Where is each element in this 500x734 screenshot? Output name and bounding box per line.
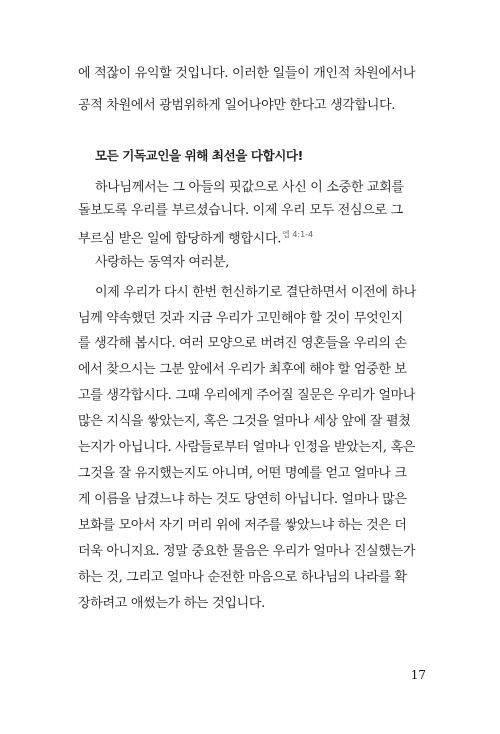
section-line-1: 하나님께서는 그 아들의 핏값으로 사신 이 소중한 교회를 [95, 180, 404, 195]
greeting: 사랑하는 동역자 여러분, [95, 255, 230, 270]
body-line-12: 하는 것, 그리고 얼마나 순전한 마음으로 하나님의 나라를 확 [78, 570, 407, 585]
body-line-13: 장하려고 애썼는가 하는 것입니다. [78, 596, 265, 611]
body-line-7: 는지가 아닙니다. 사람들로부터 얼마나 인정을 받았는지, 혹은 [78, 440, 416, 455]
body-line-1: 이제 우리가 다시 한번 헌신하기로 결단하면서 이전에 하나 [95, 285, 417, 300]
body-line-9: 게 이름을 남겼느냐 하는 것도 당연히 아닙니다. 얼마나 많은 [78, 492, 407, 507]
intro-line-1: 에 적잖이 유익할 것입니다. 이러한 일들이 개인적 차원에서나 [78, 66, 416, 81]
body-line-8: 그것을 잘 유지했는지도 아니며, 어떤 명예를 얻고 얼마나 크 [78, 466, 407, 481]
page-number: 17 [410, 668, 426, 682]
book-page [78, 0, 426, 734]
body-line-5: 고를 생각합시다. 그때 우리에게 주어질 질문은 우리가 얼마나 [78, 388, 416, 403]
section-line-3-text: 부르심 받은 일에 합당하게 행합시다. [78, 231, 282, 247]
body-line-10: 보화를 모아서 자기 머리 위에 저주를 쌓았느냐 하는 것은 더 [78, 518, 407, 533]
section-line-3 [78, 225, 426, 249]
section-heading: 모든 기독교인을 위해 최선을 다합시다! [95, 148, 303, 163]
body-line-6: 많은 지식을 쌓았는지, 혹은 그것을 얼마나 세상 앞에 잘 펼쳤 [78, 414, 411, 429]
body-line-3: 를 생각해 봅시다. 여러 모양으로 버려진 영혼들을 우리의 손 [78, 336, 407, 351]
scripture-reference: 엡 4:1-4 [282, 230, 314, 239]
intro-line-2: 공적 차원에서 광범위하게 일어나야만 한다고 생각합니다. [78, 98, 396, 113]
body-line-11: 더욱 아니지요. 정말 중요한 물음은 우리가 얼마나 진실했는가 [78, 544, 416, 559]
body-line-4: 에서 찾으시는 그분 앞에서 우리가 최후에 해야 할 엄중한 보 [78, 362, 407, 377]
section-line-2: 돌보도록 우리를 부르셨습니다. 이제 우리 모두 전심으로 그 [78, 203, 403, 218]
body-line-2: 님께 약속했던 것과 지금 우리가 고민해야 할 것이 무엇인지 [78, 311, 403, 326]
